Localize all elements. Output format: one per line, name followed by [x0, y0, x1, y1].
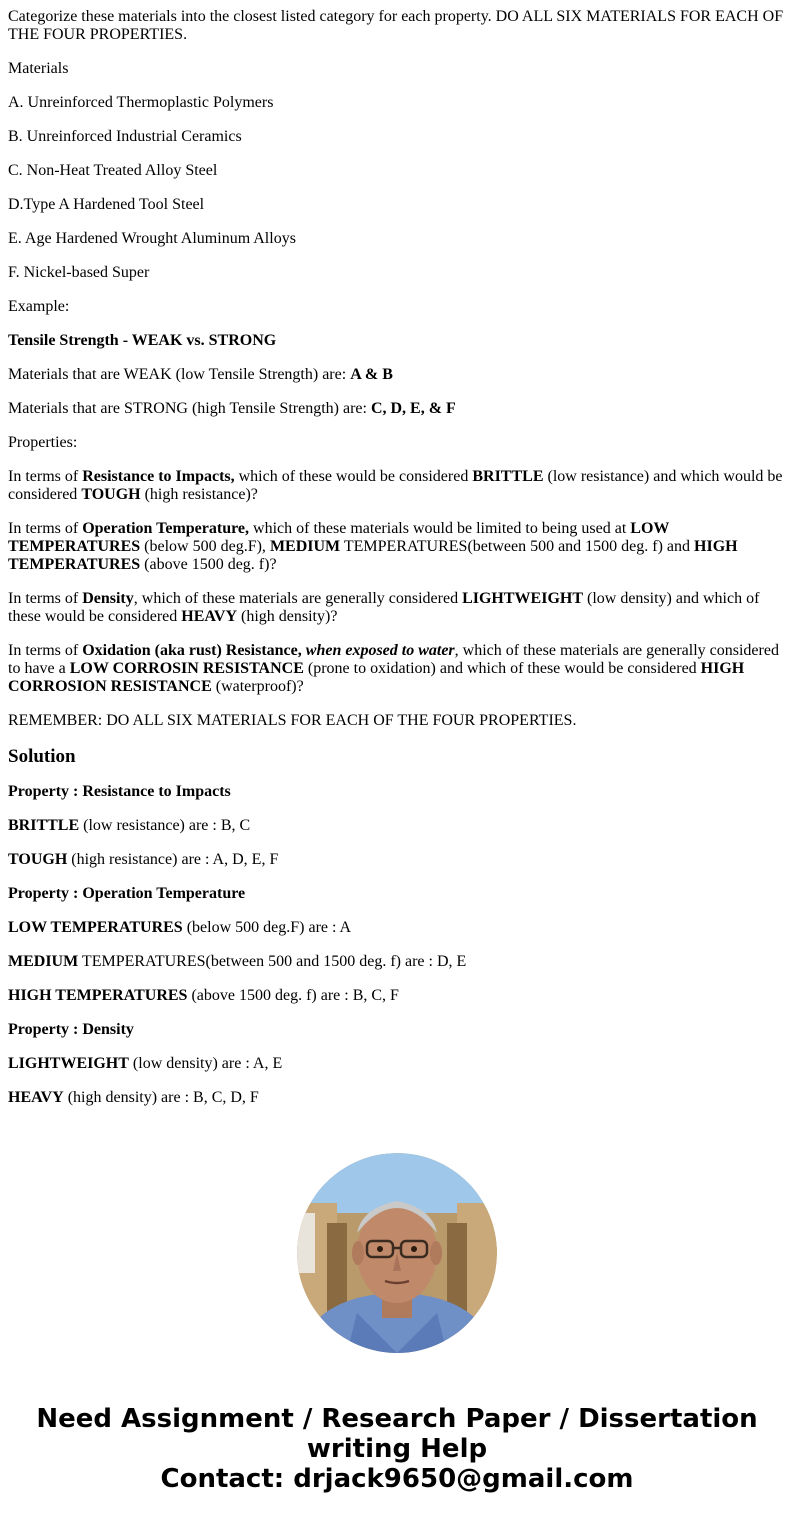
solution-heading: Solution — [8, 746, 76, 767]
example-weak: Materials that are WEAK (low Tensile Strength) are: A & B — [8, 366, 393, 383]
example-strong: Materials that are STRONG (high Tensile Strength) are: C, D, E, & F — [8, 400, 456, 417]
footer-promo — [0, 1404, 794, 1494]
solution-line: HIGH TEMPERATURES (above 1500 deg. f) are : B, C, F — [8, 987, 399, 1004]
question-impacts: In terms of Resistance to Impacts, which of these would be considered BRITTLE (low resistance) and which would be considered TOUGH (high resistance)? — [8, 468, 783, 503]
solution-property-title: Property : Resistance to Impacts — [8, 783, 231, 800]
footer-contact: Contact: drjack9650@gmail.com — [160, 1464, 634, 1494]
author-avatar — [297, 1153, 497, 1353]
material-item: D.Type A Hardened Tool Steel — [8, 196, 205, 213]
solution-line: LOW TEMPERATURES (below 500 deg.F) are : A — [8, 919, 352, 936]
footer-line: Need Assignment / Research Paper / Dissertation — [36, 1404, 758, 1434]
intro-text: Categorize these materials into the closest listed category for each property. DO ALL SIX MATERIALS FOR EACH OF THE FOUR PROPERTIES. — [8, 8, 784, 43]
question-oxidation: In terms of Oxidation (aka rust) Resistance, when exposed to water, which of these materials are generally considered to have a LOW CORROSIN RESISTANCE (prone to oxidation) and which of these would be considered HIGH CORROSION RESISTANCE (waterproof)? — [8, 642, 779, 695]
material-item: C. Non-Heat Treated Alloy Steel — [8, 162, 218, 179]
example-title: Tensile Strength - WEAK vs. STRONG — [8, 332, 277, 349]
solution-line: BRITTLE (low resistance) are : B, C — [8, 817, 251, 834]
question-density: In terms of Density, which of these materials are generally considered LIGHTWEIGHT (low density) and which of these would be considered HEAVY (high density)? — [8, 590, 760, 625]
solution-property-title: Property : Density — [8, 1021, 134, 1038]
materials-heading: Materials — [8, 60, 69, 77]
material-item: A. Unreinforced Thermoplastic Polymers — [8, 94, 274, 111]
example-heading: Example: — [8, 298, 70, 315]
solution-line: TOUGH (high resistance) are : A, D, E, F — [8, 851, 279, 868]
material-item: F. Nickel-based Super — [8, 264, 150, 281]
solution-property-title: Property : Operation Temperature — [8, 885, 246, 902]
solution-line: MEDIUM TEMPERATURES(between 500 and 1500 deg. f) are : D, E — [8, 953, 467, 970]
question-temperature: In terms of Operation Temperature, which of these materials would be limited to being used at LOW TEMPERATURES (below 500 deg.F), MEDIUM TEMPERATURES(between 500 and 1500 deg. f) and HIGH TEMPERATURES (above 1500 deg. f)? — [8, 520, 738, 573]
properties-heading: Properties: — [8, 434, 78, 451]
person-portrait-icon — [297, 1153, 497, 1353]
reminder-text: REMEMBER: DO ALL SIX MATERIALS FOR EACH OF THE FOUR PROPERTIES. — [8, 712, 577, 729]
solution-line: HEAVY (high density) are : B, C, D, F — [8, 1089, 259, 1106]
material-item: E. Age Hardened Wrought Aluminum Alloys — [8, 230, 296, 247]
footer-line: writing Help — [306, 1434, 488, 1464]
material-item: B. Unreinforced Industrial Ceramics — [8, 128, 242, 145]
solution-line: LIGHTWEIGHT (low density) are : A, E — [8, 1055, 283, 1072]
